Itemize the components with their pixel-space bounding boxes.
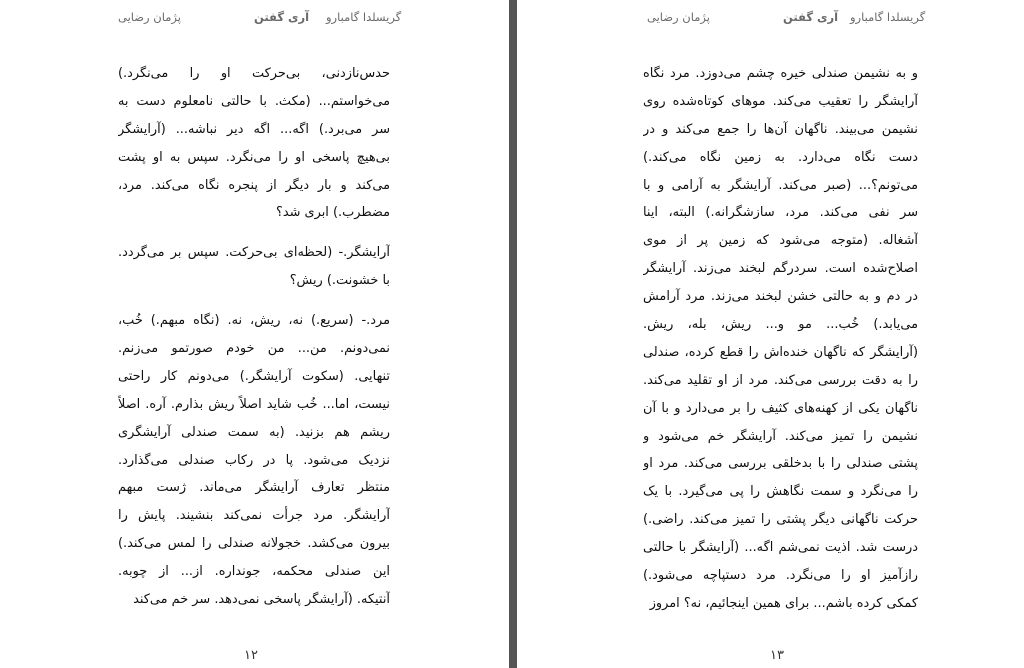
text-line: نشیمن می‌بیند. ناگهان آن‌ها را جمع می‌کند و در	[643, 121, 918, 137]
text-line: در دم و به حالتی خشن لبخند می‌زند. مرد آرامش	[643, 289, 918, 305]
text-line: پشتی صندلی را با بدخلقی بررسی می‌کند. مرد او	[643, 456, 918, 472]
right-page	[517, 0, 1024, 668]
page-number: ۱۲	[244, 648, 258, 663]
text-line: درست شد. اذیت نمی‌شم اگه... (آرایشگر با حالتی	[643, 540, 918, 556]
text-line: نزدیک می‌شود. پا در رکاب صندلی می‌گذارد.	[118, 452, 390, 468]
text-line: تنهایی. (سکوت آرایشگر.) می‌دونم کار راحتی	[118, 368, 390, 384]
header-title: آری گفتن	[254, 10, 310, 24]
text-line: (آرایشگر که ناگهان خنده‌اش را قطع کرده، صندلی	[643, 344, 918, 360]
text-line: اصلاح‌شده است. سردرگم لبخند می‌زند. آرایشگر	[643, 261, 918, 277]
text-line: با خشونت.) ریش؟	[289, 273, 390, 289]
text-line: بیرون می‌کشد. خجولانه صندلی را لمس می‌کند.)	[118, 536, 390, 552]
text-line: ناگهان یکی از کهنه‌های کثیف را بر می‌دارد و با آن	[643, 400, 918, 416]
header-translator: پژمان رضایی	[118, 10, 181, 24]
text-line: مضطرب.) ابری شد؟	[275, 205, 390, 221]
header-author: گریسلدا گامبارو	[326, 10, 402, 24]
text-line: آنتیکه. (آرایشگر پاسخی نمی‌دهد. سر خم می‌کند	[133, 592, 390, 608]
text-line: نمی‌دونم. من... من خودم صورتمو می‌زنم.	[118, 341, 390, 357]
text-line: می‌خواستم... (مکث. با حالتی نامعلوم دست به	[118, 93, 390, 109]
text-line: دست نگاه می‌دارد. به زمین نگاه می‌کند.)	[643, 149, 918, 165]
text-line: ریشم هم بزنید. (به سمت صندلی آرایشگری	[118, 424, 390, 440]
text-line: را می‌نگرد و سمت نگاهش را پی می‌گیرد. با یک	[643, 484, 918, 500]
text-line: و به نشیمن صندلی خیره چشم می‌دوزد. مرد نگاه	[643, 66, 918, 81]
text-line: آرایشگر را تعقیب می‌کند. موهای کوتاه‌شده روی	[643, 93, 918, 109]
page-body-text	[643, 60, 918, 618]
text-line: حرکت ناگهانی دیگر پشتی را تمیز می‌کند. راضی.)	[643, 512, 918, 528]
page-number: ۱۳	[770, 648, 784, 663]
text-line: رازآمیز او را می‌نگرد. مرد دستپاچه می‌شود.)	[643, 568, 918, 584]
header-author: گریسلدا گامبارو	[850, 10, 926, 24]
text-line: این صندلی محکمه، جونداره. از... از چوبه.	[118, 564, 390, 580]
text-line: می‌تونم؟... (صبر می‌کند. آرایشگر به آرامی و با	[643, 177, 918, 193]
text-line: سر می‌برد.) اگه... اگه دیر نباشه... (آرایشگر	[118, 121, 390, 137]
text-line: کمکی کرده باشم... برای همین اینجائیم، نه؟ امروز	[649, 595, 918, 611]
left-page	[0, 0, 509, 668]
paragraph-gap	[118, 295, 390, 307]
text-line: مرد.- (سریع.) نه، ریش، نه. (نگاه مبهم.) خُب،	[118, 313, 390, 329]
text-line: نیست، اما... خُب شاید اصلاً ریش بذارم. آره. اصلاً	[118, 396, 390, 412]
header-translator: پژمان رضایی	[647, 10, 710, 24]
text-line: آرایشگر.- (لحظه‌ای بی‌حرکت. سپس بر می‌گردد.	[118, 245, 390, 261]
text-line: حدس‌نازدنی، بی‌حرکت او را می‌نگرد.)	[118, 66, 390, 81]
book-gutter	[509, 0, 517, 668]
text-line: منتظر تعارف آرایشگر می‌ماند. ژست مبهم	[118, 480, 390, 496]
text-line: را به دقت بررسی می‌کند. مرد از او تقلید می‌کند.	[643, 372, 918, 388]
text-line: آشغاله. (متوجه می‌شود که زمین پر از موی	[643, 233, 918, 249]
page-body-text	[118, 60, 390, 614]
text-line: سر نفی می‌کند. مرد، سازشگرانه.) البته، اینا	[643, 205, 918, 221]
header-title: آری گفتن	[783, 10, 839, 24]
text-line: بی‌هیچ پاسخی او را می‌نگرد. سپس به او پشت	[118, 149, 390, 165]
paragraph-gap	[118, 227, 390, 239]
text-line: آرایشگر. مرد جرأت نمی‌کند بنشیند. پایش را	[118, 508, 390, 524]
text-line: می‌یابد.) خُب... مو و... ریش، بله، ریش.	[643, 317, 918, 333]
text-line: می‌کند و بار دیگر از پنجره نگاه می‌کند. مرد،	[118, 177, 390, 193]
text-line: نشیمن را تمیز می‌کند. آرایشگر خم می‌شود و	[643, 428, 918, 444]
